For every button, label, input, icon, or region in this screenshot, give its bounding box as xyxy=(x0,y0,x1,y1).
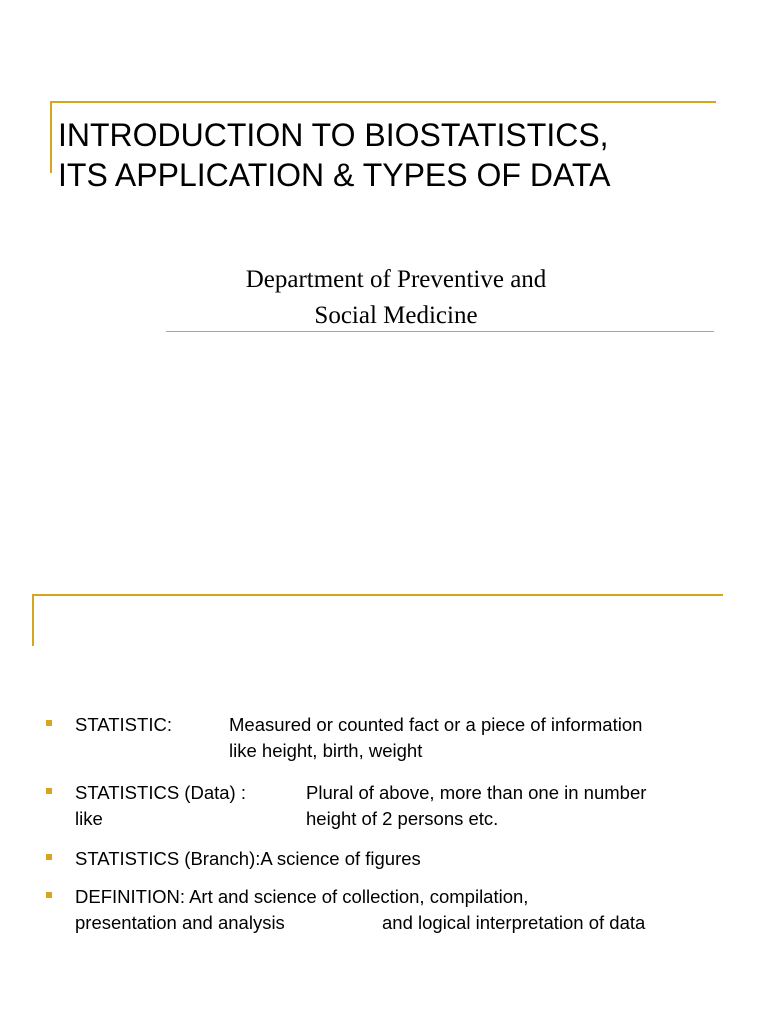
slide2-top-rule xyxy=(32,594,723,596)
title-top-rule xyxy=(50,101,716,103)
title-left-rule xyxy=(50,101,52,173)
bullet-square-icon xyxy=(46,892,52,898)
bullet-line-1: DEFINITION: Art and science of collection, compilation, xyxy=(75,886,529,907)
bullet-square-icon xyxy=(46,854,52,860)
presentation-title xyxy=(58,115,758,195)
bullet-statistics-data xyxy=(46,780,746,832)
slide-definitions xyxy=(0,512,768,1024)
slide2-left-rule xyxy=(32,594,34,646)
bullet-desc-line-1: Plural of above, more than one in number xyxy=(306,782,647,803)
bullet-square-icon xyxy=(46,720,52,726)
bullet-statistic xyxy=(46,712,746,764)
bullet-square-icon xyxy=(46,788,52,794)
bullet-desc-line-2: height of 2 persons etc. xyxy=(306,808,499,829)
bullet-desc-line-2: like height, birth, weight xyxy=(229,740,423,761)
bullet-definition xyxy=(46,884,746,936)
bullet-term: STATISTICS (Data) : xyxy=(75,782,246,803)
bullet-line-2b: and logical interpretation of data xyxy=(382,912,646,933)
bullet-term-continued: like xyxy=(75,808,103,829)
subtitle-line-2: Social Medicine xyxy=(314,302,478,329)
title-line-2: ITS APPLICATION & TYPES OF DATA xyxy=(58,157,611,193)
presentation-subtitle xyxy=(166,262,626,334)
bullet-line-2a: presentation and analysis xyxy=(75,912,285,933)
bullet-desc-line-1: Measured or counted fact or a piece of information xyxy=(229,714,643,735)
bullet-term: STATISTIC: xyxy=(75,714,172,735)
subtitle-bottom-rule xyxy=(166,331,714,332)
bullet-text: STATISTICS (Branch):A science of figures xyxy=(75,848,421,869)
title-line-1: INTRODUCTION TO BIOSTATISTICS, xyxy=(58,117,609,153)
bullet-statistics-branch xyxy=(46,846,746,872)
subtitle-line-1: Department of Preventive and xyxy=(245,266,547,293)
